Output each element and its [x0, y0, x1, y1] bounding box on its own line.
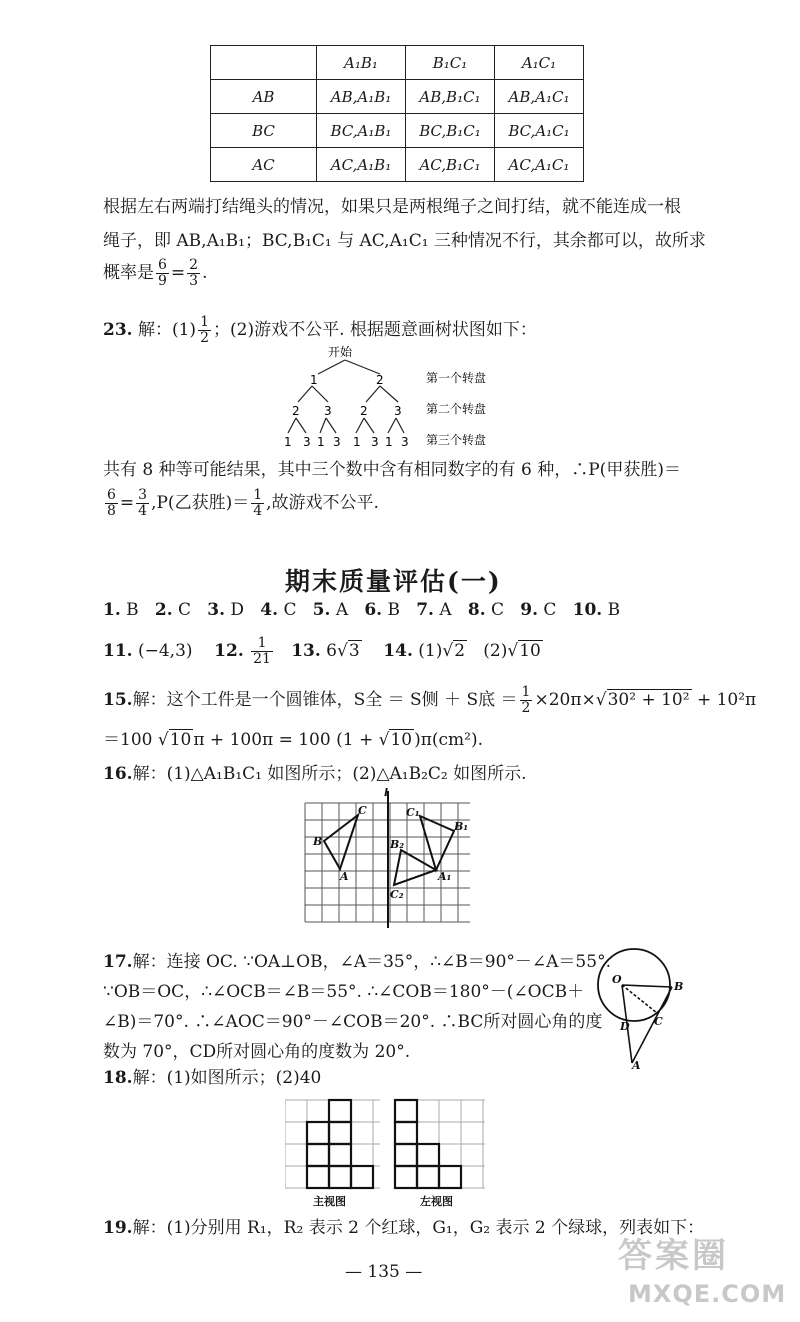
table-header: A₁C₁: [495, 46, 584, 80]
table-row: [211, 148, 584, 182]
table-header: B₁C₁: [406, 46, 495, 80]
answers-row-1: 1. B 2. C 3. D 4. C 5. A 6. B 7. A 8. C 9. C 10. B: [103, 600, 621, 620]
table-header: A₁B₁: [317, 46, 406, 80]
fraction: $\frac{1}{21}$: [253, 635, 271, 667]
q23-line1: 23. 解：(1) $\frac{1}{2}$ ；(2)游戏不公平. 根据题意画树状图如下：: [103, 314, 537, 346]
point-label: B₁: [454, 820, 469, 833]
axis-label: l: [384, 788, 389, 799]
point-label: A: [340, 870, 349, 883]
point-label: O: [612, 973, 622, 986]
left-view-label: 左视图: [420, 1195, 453, 1208]
table-cell: [211, 46, 317, 80]
table-cell: AC,A₁B₁: [317, 148, 406, 182]
table-cell: AC: [211, 148, 317, 182]
fraction: $\frac{1}{2}$: [521, 684, 531, 716]
q17-line1: 17.解：连接 OC. ∵OA⊥OB，∠A＝35°，∴∠B＝90°－∠A＝55°.: [103, 952, 611, 972]
tree-level-label: 第三个转盘: [426, 433, 487, 447]
table-cell: BC,B₁C₁: [406, 114, 495, 148]
tree-leaf: 3: [401, 435, 409, 449]
question-number: 23.: [103, 320, 133, 340]
table-cell: AC,A₁C₁: [495, 148, 584, 182]
point-label: C: [654, 1015, 663, 1028]
section-title: 期末质量评估(一): [285, 567, 502, 596]
tree-root: 开始: [328, 345, 353, 359]
fraction: $\frac{6}{9}$: [158, 257, 167, 289]
tree-leaf: 1: [284, 435, 292, 449]
fraction: $\frac{3}{4}$: [138, 487, 148, 519]
table-cell: BC,A₁C₁: [495, 114, 584, 148]
table-cell: AB,B₁C₁: [406, 80, 495, 114]
table-cell: BC: [211, 114, 317, 148]
q22-line3: 概率是 $\frac{6}{9}$ = $\frac{2}{3}$ .: [103, 257, 208, 289]
point-label: B: [313, 835, 323, 848]
table-cell: AB: [211, 80, 317, 114]
q22-text: 概率是: [103, 263, 154, 283]
tree-node: 3: [324, 404, 332, 418]
fraction: $\frac{1}{4}$: [253, 487, 263, 519]
tree-level-label: 第二个转盘: [426, 402, 487, 416]
q22-line1: 根据左右两端打结绳头的情况，如果只是两根绳子之间打结，就不能连成一根: [103, 197, 681, 217]
fraction: $\frac{6}{8}$: [107, 487, 116, 519]
tree-leaf: 1: [317, 435, 325, 449]
answers-row-2: 11. (−4,3) 12. $\frac{1}{21}$ 13. 6√3 14. (1)√2 (2)√10: [103, 635, 541, 667]
q18-line1: 18.解：(1)如图所示；(2)40: [103, 1068, 322, 1088]
point-label: B: [674, 980, 684, 993]
q16-line1: 16.解：(1)△A₁B₁C₁ 如图所示；(2)△A₁B₂C₂ 如图所示.: [103, 764, 527, 784]
probability-tree-diagram: [270, 338, 530, 458]
point-label: D: [620, 1020, 630, 1033]
q23-line2: 共有 8 种等可能结果，其中三个数中含有相同数字的有 6 种，∴P(甲获胜)＝: [103, 460, 681, 480]
tree-leaf: 3: [371, 435, 379, 449]
q16-grid-figure: [300, 788, 480, 938]
point-label: C₁: [406, 806, 420, 819]
point-label: A₁: [438, 870, 452, 883]
q17-circle-figure: [592, 945, 702, 1070]
q23-line3: $\frac{6}{8}$ = $\frac{3}{4}$ ,P(乙获胜)＝ $\frac{1}{4}$ ,故游戏不公平.: [107, 487, 379, 519]
q22-line2: 绳子，即 AB,A₁B₁；BC,B₁C₁ 与 AC,A₁C₁ 三种情况不行，其余都可以，故所求: [103, 231, 706, 251]
point-label: C: [358, 804, 367, 817]
tree-node: 2: [376, 373, 384, 387]
tree-level-label: 第一个转盘: [426, 371, 487, 385]
q17-line4: 数为 70°，CD所对圆心角的度数为 20°.: [103, 1042, 411, 1062]
table-cell: BC,A₁B₁: [317, 114, 406, 148]
tree-node: 2: [360, 404, 368, 418]
table-row: [211, 114, 584, 148]
combination-table: [210, 45, 584, 182]
tree-node: 3: [394, 404, 402, 418]
watermark-url: MXQE.COM: [628, 1280, 787, 1308]
table-cell: AC,B₁C₁: [406, 148, 495, 182]
tree-leaf: 1: [353, 435, 361, 449]
q15-line2: ＝100 √10 π + 100π = 100 (1 + √10 )π(cm²).: [103, 730, 484, 750]
watermark-logo: 答案圈: [618, 1236, 729, 1276]
front-view-label: 主视图: [313, 1195, 346, 1208]
q17-line2: ∵OB＝OC，∴∠OCB＝∠B＝55°. ∴∠COB＝180°－(∠OCB＋: [103, 982, 585, 1002]
point-label: C₂: [390, 888, 404, 901]
point-label: A: [632, 1059, 641, 1070]
tree-node: 1: [310, 373, 318, 387]
tree-leaf: 3: [303, 435, 311, 449]
table-header-row: [211, 46, 584, 80]
point-label: B₂: [390, 838, 405, 851]
q17-line3: ∠B)＝70°. ∴∠AOC＝90°－∠COB＝20°. ∴BC所对圆心角的度: [103, 1012, 603, 1032]
tree-leaf: 1: [385, 435, 393, 449]
table-cell: AB,A₁C₁: [495, 80, 584, 114]
q19-line1: 19.解：(1)分别用 R₁，R₂ 表示 2 个红球，G₁，G₂ 表示 2 个绿球，列表如下：: [103, 1218, 705, 1238]
fraction: $\frac{2}{3}$: [189, 257, 199, 289]
fraction: $\frac{1}{2}$: [200, 314, 209, 346]
table-row: [211, 80, 584, 114]
tree-leaf: 3: [333, 435, 341, 449]
page-number: — 135 —: [345, 1262, 423, 1282]
q18-views-figure: [285, 1095, 500, 1210]
tree-node: 2: [292, 404, 300, 418]
table-cell: AB,A₁B₁: [317, 80, 406, 114]
q15-line1: 15.解：这个工件是一个圆锥体，S全 ＝ S侧 ＋ S底 ＝ $\frac{1}{2}$ ×20π×√30² + 10² + 10²π: [103, 684, 757, 716]
